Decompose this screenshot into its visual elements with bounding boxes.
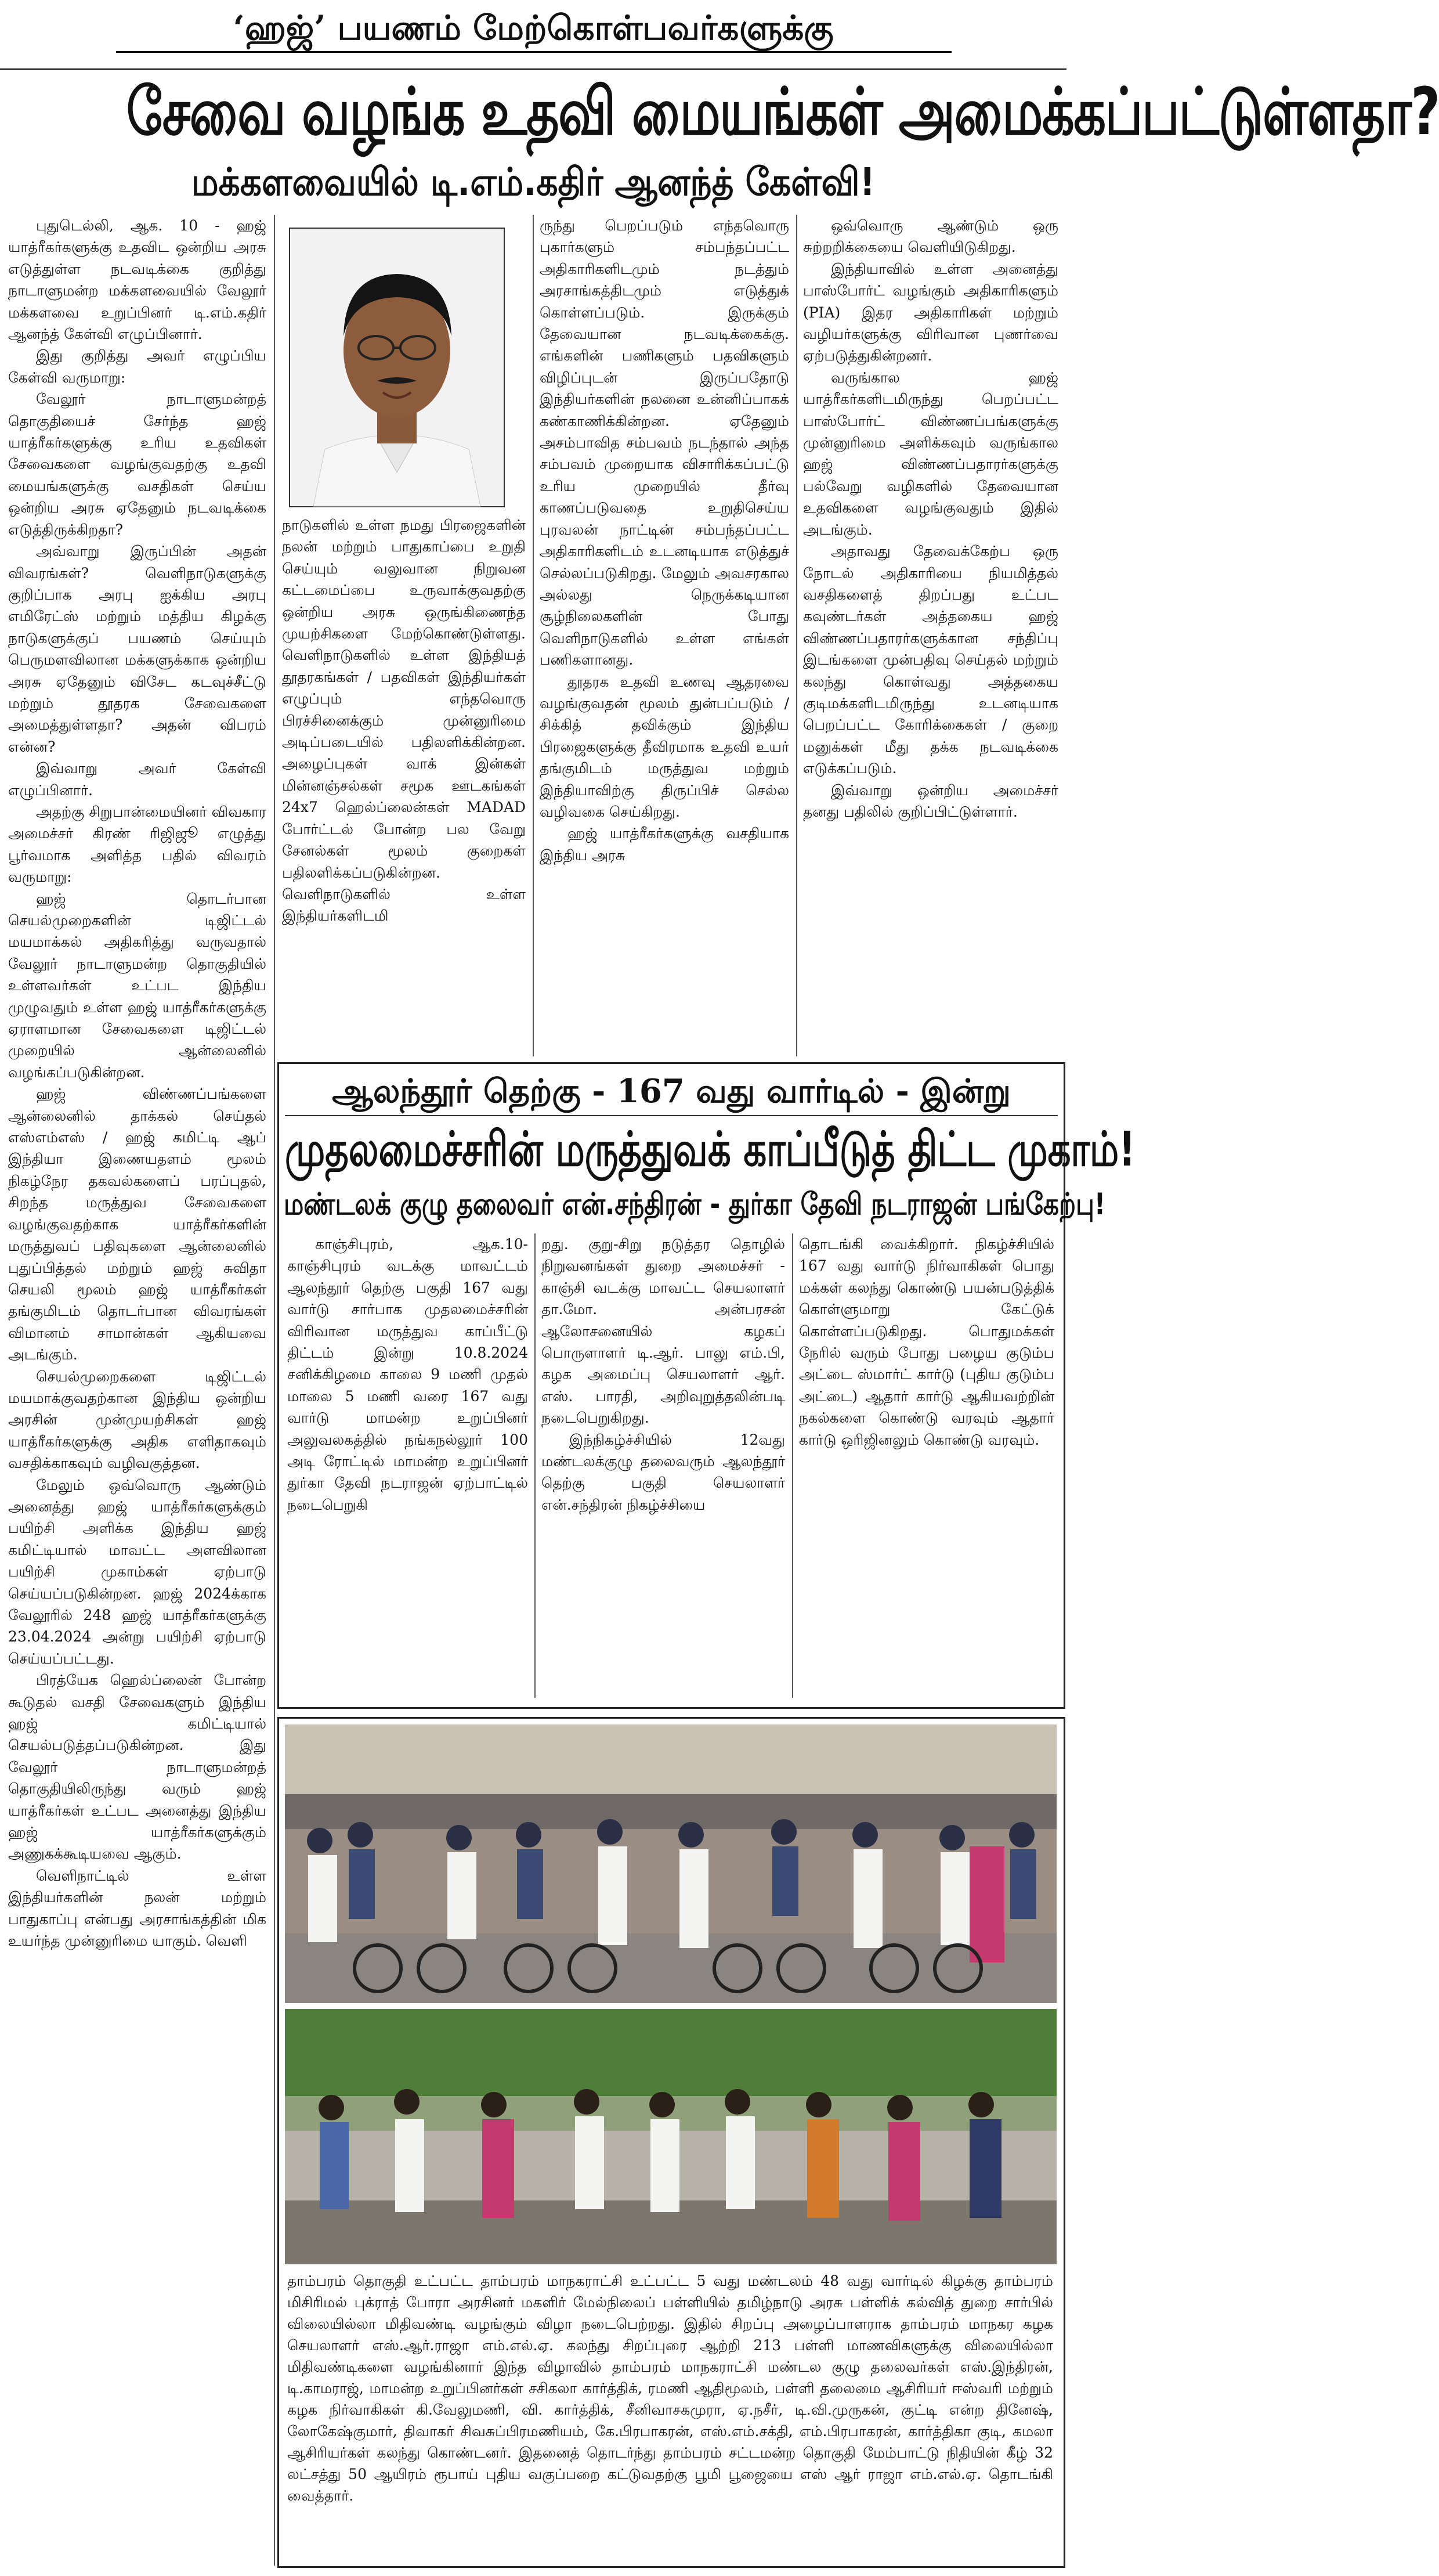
box-column-3 <box>799 1233 1054 1698</box>
subhead: மக்களவையில் டி.எம்.கதிர் ஆனந்த் கேள்வி! <box>191 160 876 204</box>
paragraph: தொடங்கி வைக்கிறார். நிகழ்ச்சியில் 167 வது வார்டு நிர்வாகிகள் பொது மக்கள் கலந்து கொண்டு பயன்படுத்திக் கொள்ளுமாறு கேட்டுக் கொள்ளப்படுகிறது. பொதுமக்கள் நேரில் வரும் போது பழைய குடும்ப அட்டை ஸ்மார்ட் கார்டு (புதிய குடும்ப அட்டை) ஆதார் கார்டு ஆகியவற்றின் நகல்களை கொண்டு வரவும் ஆதார் கார்டு ஒரிஜினலும் கொண்டு வரவும். <box>799 1236 1054 1448</box>
paragraph: காஞ்சிபுரம், ஆக.10- காஞ்சிபுரம் வடக்கு மாவட்டம் ஆலந்தூர் தெற்கு பகுதி 167 வது வார்டு சார்பாக முதலமைச்சரின் விரிவான மருத்துவ காப்பீட்டு திட்டம் இன்று 10.8.2024 சனிக்கிழமை காலை 9 மணி முதல் மாலை 5 மணி வரை 167 வது வார்டு மாமன்ற உறுப்பினர் அலுவலகத்தில் நங்கநல்லூர் 100 அடி ரோட்டில் மாமன்ற உறுப்பினர் துர்கா தேவி நடராஜன் ஏற்பாட்டில் நடைபெறுகி <box>287 1236 528 1513</box>
paragraph: றது. குறு-சிறு நடுத்தர தொழில் நிறுவனங்கள் துறை அமைச்சர் - காஞ்சி வடக்கு மாவட்ட செயலாளர் தா.மோ. அன்பரசன் ஆலோசனையில் கழகப் பொருளாளர் டி.ஆர். பாலு எம்.பி, கழக அமைப்பு செயலாளர் ஆர். எஸ். பாரதி, அறிவுறுத்தலின்படி நடைபெறுகிறது. <box>541 1236 785 1427</box>
boxed-article <box>277 1062 1136 1709</box>
portrait-photo <box>289 228 505 507</box>
paragraph: அதாவது தேவைக்கேற்ப ஒரு நோடல் அதிகாரியை நியமித்தல் வசதிகளைத் திறப்பது உட்பட கவுண்டர்கள் அத்தகைய ஹஜ் விண்ணப்பதாரர்களுக்கான சந்திப்பு இடங்களை முன்பதிவு செய்தல் மற்றும் கலந்து கொள்வது அத்தகைய குடிமக்களிடமிருந்து உடனடியாக பெறப்பட்ட கோரிக்கைகள் / குறை மனுக்கள் மீது தக்க நடவடிக்கை எடுக்கப்படும். <box>803 543 1058 777</box>
article-column-4 <box>803 215 1058 1056</box>
paragraph: இவ்வாறு அவர் கேள்வி எழுப்பினார். <box>8 760 266 799</box>
paragraph: இது குறித்து அவர் எழுப்பிய கேள்வி வருமாறு: <box>8 347 266 386</box>
bicycle-distribution-photo-1 <box>285 1724 1057 2003</box>
column-divider <box>792 1233 793 1698</box>
kicker-underline <box>116 51 952 53</box>
paragraph: தூதரக உதவி உணவு ஆதரவை வழங்குவதன் மூலம் துன்பப்படும் / சிக்கித் தவிக்கும் இந்திய பிரஜைகளுக்கு தீவிரமாக உதவி உயர் தங்குமிடம் மருத்துவ மற்றும் இந்தியாவிற்கு திருப்பிச் செல்ல வழிவகை செய்கிறது. <box>540 673 789 820</box>
box-headline: முதலமைச்சரின் மருத்துவக் காப்பீடுத் திட்ட முகாம்! <box>285 1122 1136 1177</box>
paragraph: பிரத்யேக ஹெல்ப்லைன் போன்ற கூடுதல் வசதி சேவைகளும் இந்திய ஹஜ் கமிட்டியால் செயல்படுத்தப்படுகின்றன. இது வேலூர் நாடாளுமன்றத் தொகுதியிலிருந்து வரும் ஹஜ் யாத்ரீகர்கள் உட்பட அனைத்து இந்திய ஹஜ் யாத்ரீகர்களுக்கும் அணுகக்கூடியவை ஆகும். <box>8 1672 266 1863</box>
paragraph: நாடுகளில் உள்ள நமது பிரஜைகளின் நலன் மற்றும் பாதுகாப்பை உறுதி செய்யும் வலுவான நிறுவன கட்டமைப்பை உருவாக்குவதற்கு ஒன்றிய அரசு ஒருங்கிணைந்த முயற்சிகளை மேற்கொண்டுள்ளது. வெளிநாடுகளில் உள்ள இந்தியத் தூதரகங்கள் / பதவிகள் இந்தியர்கள் எழுப்பும் எந்தவொரு பிரச்சினைக்கும் முன்னுரிமை அடிப்படையில் பதிலளிக்கின்றன. அழைப்புகள் வாக் இன்கள் மின்னஞ்சல்கள் சமூக ஊடகங்கள் 24x7 ஹெல்ப்லைன்கள் MADAD போர்ட்டல் போன்ற பல வேறு சேனல்கள் மூலம் குறைகள் பதிலளிக்கப்படுகின்றன. வெளிநாடுகளில் உள்ள இந்தியர்களிடமி <box>282 517 526 925</box>
paragraph: அதற்கு சிறுபான்மையினர் விவகார அமைச்சர் கிரண் ரிஜிஜூ எழுத்து பூர்வமாக அளித்த பதில் விவரம் வருமாறு: <box>8 803 266 886</box>
article-column-1 <box>8 215 266 2566</box>
paragraph: ஒவ்வொரு ஆண்டும் ஒரு சுற்றறிக்கையை வெளியிடுகிறது. <box>803 217 1058 256</box>
article-column-2 <box>282 514 526 1048</box>
headline-top-rule <box>0 68 1066 70</box>
paragraph: புதுடெல்லி, ஆக. 10 - ஹஜ் யாத்ரீகர்களுக்கு உதவிட ஒன்றிய அரசு எடுத்துள்ள நடவடிக்கை குறித்து நாடாளுமன்ற மக்களவையில் வேலூர் மக்களவை உறுப்பினர் டி.எம்.கதிர் ஆனந்த் கேள்வி எழுப்பினார். <box>8 217 266 343</box>
column-divider <box>274 215 275 2566</box>
box-kicker: ஆலந்தூர் தெற்கு - 167 வது வார்டில் - இன்று <box>332 1072 1011 1110</box>
box-rule <box>285 1115 1058 1116</box>
paragraph: அவ்வாறு இருப்பின் அதன் விவரங்கள்? வெளிநாடுகளுக்கு குறிப்பாக அரபு ஐக்கிய அரபு எமிரேட்ஸ் மற்றும் மத்திய கிழக்கு நாடுகளுக்குப் பயணம் செய்யும் பெருமளவிலான மக்களுக்காக ஒன்றிய அரசு ஏதேனும் விசேட கடவுச்சீட்டு மற்றும் தூதரக சேவைகளை அமைத்துள்ளதா? அதன் விபரம் என்ன? <box>8 543 266 755</box>
headline: சேவை வழங்க உதவி மையங்கள் அமைக்கப்பட்டுள்ளதா? <box>126 74 1439 150</box>
box-column-1 <box>287 1233 528 1698</box>
paragraph: ஹஜ் யாத்ரீகர்களுக்கு வசதியாக இந்திய அரசு <box>540 825 789 864</box>
photo-story <box>277 1717 1065 2568</box>
paragraph: வருங்கால ஹஜ் யாத்ரீகர்களிடமிருந்து பெறப்பட்ட பாஸ்போர்ட் விண்ணப்பங்களுக்கு முன்னுரிமை அளிக்கவும் வருங்கால ஹஜ் விண்ணப்பதாரர்களுக்கு பல்வேறு வழிகளில் தேவையான உதவிகளை வழங்குவதும் இதில் அடங்கும். <box>803 369 1058 538</box>
paragraph: ஹஜ் தொடர்பான செயல்முறைகளின் டிஜிட்டல் மயமாக்கல் அதிகரித்து வருவதால் வேலூர் நாடாளுமன்ற தொகுதியில் உள்ளவர்கள் உட்பட இந்திய முழுவதும் உள்ள ஹஜ் யாத்ரீகர்களுக்கு ஏராளமான சேவைகளை டிஜிட்டல் முறையில் ஆன்லைனில் வழங்கப்படுகின்றன. <box>8 890 266 1081</box>
paragraph: இந்தியாவில் உள்ள அனைத்து பாஸ்போர்ட் வழங்கும் அதிகாரிகளும் (PIA) இதர அதிகாரிகள் மற்றும் வழியர்களுக்கு விரிவான புணர்வை ஏற்படுத்துகின்றனர். <box>803 260 1058 365</box>
kicker: ‘ஹஜ்’ பயணம் மேற்கொள்பவர்களுக்கு <box>233 8 834 48</box>
group-photo-illustration <box>285 1724 1057 2003</box>
column-divider <box>534 1233 536 1698</box>
paragraph: இவ்வாறு ஒன்றிய அமைச்சர் தனது பதிலில் குறிப்பிட்டுள்ளார். <box>803 781 1058 820</box>
paragraph: ருந்து பெறப்படும் எந்தவொரு புகார்களும் சம்பந்தப்பட்ட அதிகாரிகளிடமும் நடத்தும் அரசாங்கத்திடமும் எடுத்துக் கொள்ளப்படும். இருக்கும் தேவையான நடவடிக்கைக்கு. எங்களின் பணிகளும் பதவிகளும் விழிப்புடன் இருப்பதோடு இந்தியர்களின் நலனை உன்னிப்பாகக் கண்காணிக்கின்றன. ஏதேனும் அசம்பாவித சம்பவம் நடந்தால் அந்த சம்பவம் முறையாக விசாரிக்கப்பட்டு உரிய முறையில் தீர்வு காணப்படுவதை உறுதிசெய்ய புரவலன் நாட்டின் சம்பந்தப்பட்ட அதிகாரிகளிடம் உடனடியாக எடுத்துச் செல்லப்படுகிறது. மேலும் அவசரகால அல்லது நெருக்கடியான சூழ்நிலைகளின் போது வெளிநாடுகளில் உள்ள எங்கள் பணிகளானது. <box>540 217 789 669</box>
paragraph: ஹஜ் விண்ணப்பங்களை ஆன்லைனில் தாக்கல் செய்தல் எஸ்எம்எஸ் / ஹஜ் கமிட்டி ஆப் இந்தியா இணையதளம் மூலம் நிகழ்நேர தகவல்களைப் பரப்புதல், சிறந்த மருத்துவ சேவைகளை வழங்குவதற்காக யாத்ரீகர்களின் மருத்துவப் பதிவுகளை ஆன்லைனில் புதுப்பித்தல் மற்றும் ஹஜ் சுவிதா செயலி மூலம் ஹஜ் யாத்ரீகர்கள் தங்குமிடம் தொடர்பான விவரங்கள் விமானம் சாமான்கள் ஆகியவை அடங்கும். <box>8 1085 266 1363</box>
paragraph: இந்நிகழ்ச்சியில் 12வது மண்டலக்குழு தலைவரும் ஆலந்தூர் தெற்கு பகுதி செயலாளர் என்.சந்திரன் நிகழ்ச்சியை <box>541 1431 785 1513</box>
box-column-2 <box>541 1233 785 1698</box>
column-divider <box>796 215 797 1056</box>
box-subhead: மண்டலக் குழு தலைவர் என்.சந்திரன் - துர்கா தேவி நடராஜன் பங்கேற்பு! <box>284 1187 1106 1222</box>
article-column-3 <box>540 215 789 1056</box>
bicycle-distribution-photo-2 <box>285 2009 1057 2264</box>
photo-caption: தாம்பரம் தொகுதி உட்பட்ட தாம்பரம் மாநகராட்சி உட்பட்ட 5 வது மண்டலம் 48 வது வார்டில் கிழக்கு தாம்பரம் மிசிரிமல் புக்ராத் போரா அரசினர் மகளிர் மேல்நிலைப் பள்ளியில் தமிழ்நாடு அரசு பள்ளிக் கல்வித் துறை சார்பில் விலையில்லா மிதிவண்டி வழங்கும் விழா நடைபெற்றது. இதில் சிறப்பு அழைப்பாளராக தாம்பரம் மாநகர கழக செயலாளர் எஸ்.ஆர்.ராஜா எம்.எல்.ஏ. கலந்து சிறப்புரை ஆற்றி 213 பள்ளி மாணவிகளுக்கு விலையில்லா மிதிவண்டிகளை வழங்கினார் இந்த விழாவில் தாம்பரம் மாநகராட்சி மண்டல குழு தலைவர்கள் எஸ்.இந்திரன், டி.காமராஜ், மாமன்ற உறுப்பினர்கள் சசிகலா கார்த்திக், ரமணி ஆதிமூலம், பள்ளி தலைமை ஆசிரியர் ஈஸ்வரி மற்றும் கழக நிர்வாகிகள் கி.வேலுமணி, வி. கார்த்திக், சீனிவாசகமுரா, ஏ.நசீர், டி.வி.முருகன், குட்டி என்ற தினேஷ், லோகேஷ்குமார், திவாகர் சிவசுப்பிரமணியம், கே.பிரபாகரன், எஸ்.எம்.சக்தி, எம்.பிரபாகரன், கார்த்திகா குடி, கமலா ஆசிரியர்கள் கலந்து கொண்டனர். இதனைத் தொடர்ந்து தாம்பரம் சட்டமன்ற தொகுதி மேம்பாட்டு நிதியின் கீழ் 32 லட்சத்து 50 ஆயிரம் ரூபாய் புதிய வகுப்பறை கட்டுவதற்கு பூமி பூஜையை எஸ் ஆர் ராஜா எம்.எல்.ஏ. தொடங்கி வைத்தார். <box>287 2272 1053 2504</box>
paragraph: மேலும் ஒவ்வொரு ஆண்டும் அனைத்து ஹஜ் யாத்ரீகர்களுக்கும் பயிற்சி அளிக்க இந்திய ஹஜ் கமிட்டியால் மாவட்ட அளவிலான பயிற்சி முகாம்கள் ஏற்பாடு செய்யப்படுகின்றன. ஹஜ் 2024க்காக வேலூரில் 248 ஹஜ் யாத்ரீகர்களுக்கு 23.04.2024 அன்று பயிற்சி ஏற்பாடு செய்யப்பட்டது. <box>8 1476 266 1667</box>
paragraph: வேலூர் நாடாளுமன்றத் தொகுதியைச் சேர்ந்த ஹஜ் யாத்ரீகர்களுக்கு உரிய உதவிகள் சேவைகளை வழங்குவதற்கு உதவி மையங்களுக்கு வசதிகள் செய்ய ஒன்றிய அரசு ஏதேனும் நடவடிக்கை எடுத்திருக்கிறதா? <box>8 391 266 538</box>
group-photo-illustration <box>285 2009 1057 2264</box>
paragraph: செயல்முறைகளை டிஜிட்டல் மயமாக்குவதற்கான இந்திய ஒன்றிய அரசின் முன்முயற்சிகள் ஹஜ் யாத்ரீகர்களுக்கு அதிக எளிதாகவும் வசதிக்காகவும் வழிவகுத்தன. <box>8 1368 266 1472</box>
column-divider <box>533 215 534 1056</box>
paragraph: வெளிநாட்டில் உள்ள இந்தியர்களின் நலன் மற்றும் பாதுகாப்பு என்பது அரசாங்கத்தின் மிக உயர்ந்த முன்னுரிமை யாகும். வெளி <box>8 1867 266 1950</box>
portrait-illustration <box>290 229 504 506</box>
